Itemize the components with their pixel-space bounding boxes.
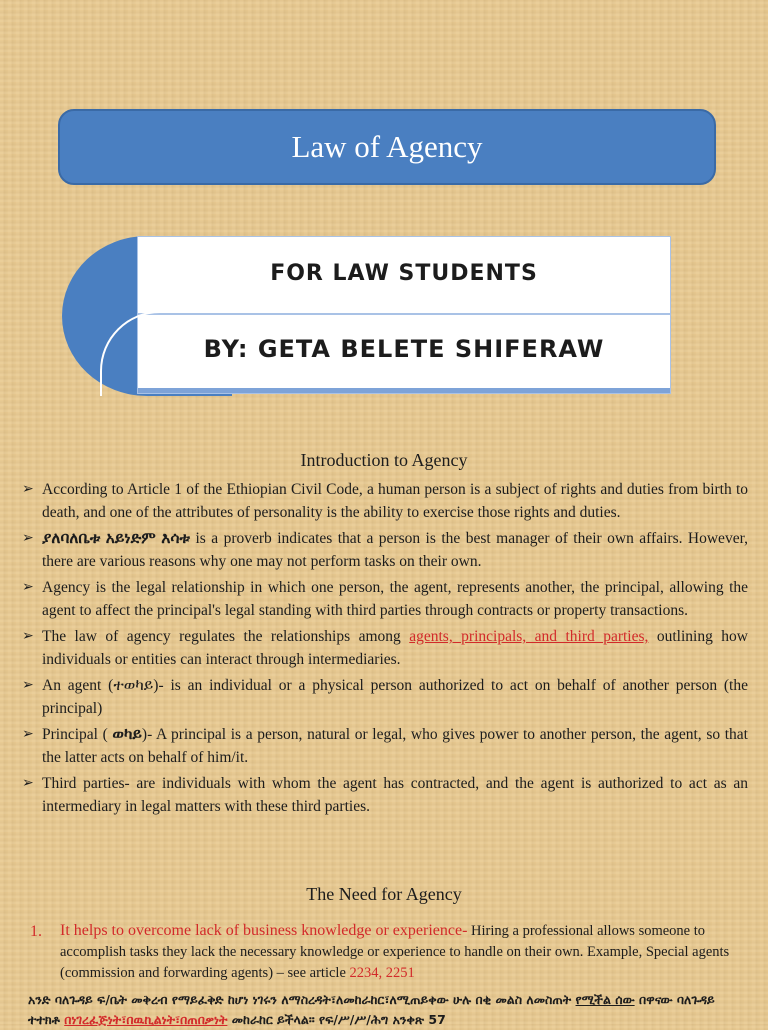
subtitle-divider [138, 313, 670, 315]
arrow-bullet-icon: ➢ [22, 727, 34, 742]
arrow-bullet-icon: ➢ [22, 629, 34, 644]
intro-bullet-list [20, 478, 748, 868]
arrow-bullet-icon: ➢ [22, 776, 34, 791]
list-item: ➢ According to Article 1 of the Ethiopian Civil Code, a human person is a subject of rights and duties from birth to death, and one of the attributes of personality is the ability to exercise those rights and duties. [20, 478, 748, 524]
need-list [30, 920, 740, 984]
arrow-bullet-icon: ➢ [22, 580, 34, 595]
list-number: 1. [30, 923, 42, 940]
list-item: ➢ ያለባለቤቱ አይነድም እሳቱ is a proverb indicates that a person is the best manager of their own affairs. However, there are various reasons why one may not perform tasks on their own. [20, 527, 748, 573]
list-item: ➢ Third parties- are individuals with whom the agent has contracted, and the agent is authorized to act as an intermediary in legal matters with these third parties. [20, 772, 748, 818]
highlighted-parties: agents, principals, and third parties, [409, 628, 649, 645]
arrow-bullet-icon: ➢ [22, 678, 34, 693]
amharic-paragraph: አንድ ባለጉዳይ ፍ/ቤት መቅረብ የማይፈቅድ ከሆነ ነገሩን ለማስረዳት፣ለመከራከር፣ለሚጠይቀው ሁሉ በቂ መልስ ለመስጠት የሚችል ሰው በዋናው ባለጉዳይ ተተክቶ በነገረፈጅነት፣በዉኪልነት፣በጠበቃነት መከራከር ይችላል። የፍ/ሥ/ሥ/ሕግ አንቀጽ 57 [28, 992, 715, 1027]
arrow-bullet-icon: ➢ [22, 531, 34, 546]
subtitle-panel [137, 236, 671, 394]
need-item-lead: It helps to overcome lack of business knowledge or experience- [60, 922, 468, 939]
subtitle-bottom-strip [138, 388, 670, 393]
page-title: Law of Agency [291, 129, 483, 164]
title-banner [58, 109, 716, 185]
need-heading: The Need for Agency [306, 884, 462, 904]
arrow-bullet-icon: ➢ [22, 482, 34, 497]
subtitle-audience: FOR LAW STUDENTS [270, 261, 538, 286]
amharic-term-principal: ወካይ [112, 726, 142, 743]
intro-heading: Introduction to Agency [300, 450, 468, 470]
amharic-term-agent: ተወካይ [113, 677, 154, 694]
article-reference: 2234, 2251 [349, 965, 415, 981]
list-item: ➢ Agency is the legal relationship in which one person, the agent, represents another, the principal, allowing the agent to affect the principal's legal standing with third parties through contracts or property transactions. [20, 576, 748, 622]
subtitle-author: BY: GETA BELETE SHIFERAW [203, 335, 605, 363]
list-item: It helps to overcome lack of business knowledge or experience- Hiring a professional allows someone to accomplish tasks they lack the necessary knowledge or experience to handle on their own. Example, Special agents (commission and forwarding agents) – see article 2234, 2251 [60, 922, 730, 981]
list-item: ➢ The law of agency regulates the relationships among agents, principals, and third parties, outlining how individuals or entities can interact through intermediaries. [20, 625, 748, 671]
list-item: ➢ Principal ( ወካይ)- A principal is a person, natural or legal, who gives power to another person, the agent, so that the latter acts on behalf of him/it. [20, 723, 748, 769]
list-item: ➢ An agent (ተወካይ)- is an individual or a physical person authorized to act on behalf of another person (the principal) [20, 674, 748, 720]
amharic-proverb: ያለባለቤቱ አይነድም እሳቱ [42, 530, 190, 547]
